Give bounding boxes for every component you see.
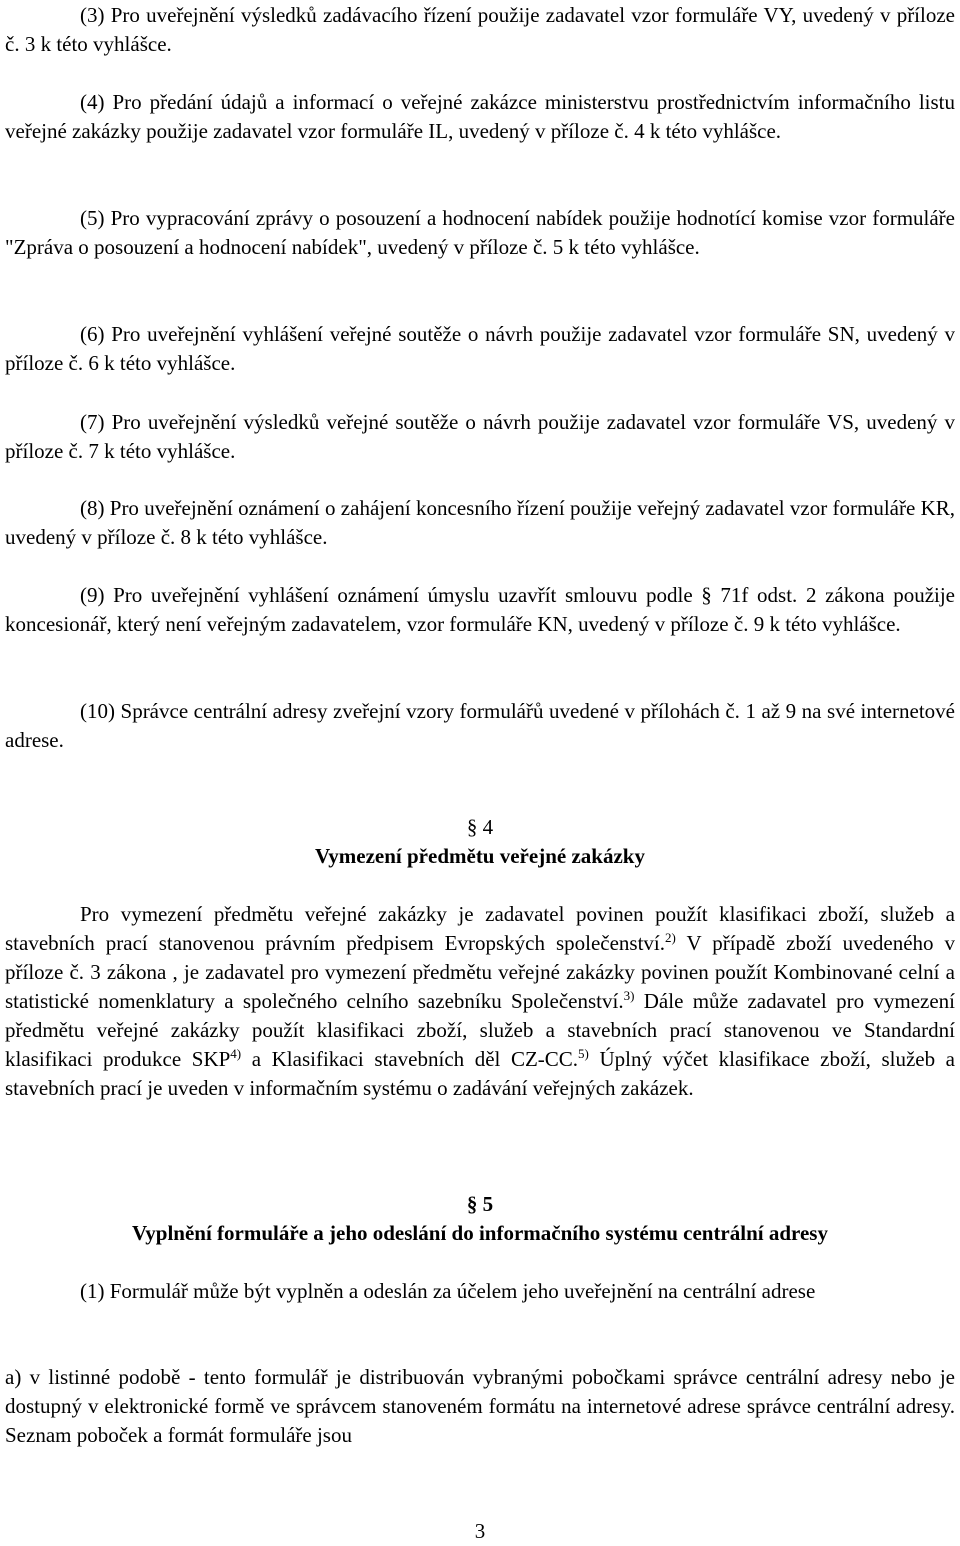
paragraph-8: (8) Pro uveřejnění oznámení o zahájení koncesního řízení použije veřejný zadavatel vzor formuláře KR, uvedený v příloze č. 8 k této vyhlášce. (5, 496, 955, 549)
section-4-text-5: Úplný výčet klasifikace zboží, služeb a stavebních prací je uveden v informačním systému o zadávání veřejných zakázek. (5, 1047, 955, 1100)
section-4-body (5, 900, 955, 1103)
section-4-text-1: Pro vymezení předmětu veřejné zakázky je zadavatel povinen použít klasifikaci zboží, služeb a stavebních prací stanovenou právním předpisem Evropských společenství. (5, 902, 955, 955)
footnote-ref-5: 5) (578, 1046, 589, 1061)
section-5-title: Vyplnění formuláře a jeho odeslání do informačního systému centrální adresy (132, 1221, 828, 1245)
footnote-ref-4: 4) (230, 1046, 242, 1061)
paragraph-7: (7) Pro uveřejnění výsledků veřejné soutěže o návrh použije zadavatel vzor formuláře VS, uvedený v příloze č. 7 k této vyhlášce. (5, 410, 955, 463)
section-5-number: § 5 (466, 1192, 494, 1216)
section-4-text-3: Dále může zadavatel pro vymezení předmětu veřejné zakázky použít klasifikaci zboží, služeb a stavebních prací stanovenou ve Standardní klasifikaci produkce SKP (5, 989, 956, 1071)
paragraph-6: (6) Pro uveřejnění vyhlášení veřejné soutěže o návrh použije zadavatel vzor formuláře SN, uvedený v příloze č. 6 k této vyhlášce. (5, 322, 955, 375)
footnote-ref-2: 2) (665, 930, 676, 945)
section-4-text-4: a Klasifikaci stavebních děl CZ-CC. (241, 1047, 579, 1071)
section-4-text-2: V případě zboží uvedeného v příloze č. 3 zákona , je zadavatel pro vymezení předmětu veřejné zakázky povinen použít Kombinované celní a statistické nomenklatury a společného celního sazebníku Společenství. (5, 931, 955, 1013)
section-4-title: Vymezení předmětu veřejné zakázky (315, 844, 645, 868)
footnote-ref-3: 3) (623, 988, 635, 1003)
page-number: 3 (474, 1519, 486, 1543)
section-4-number: § 4 (466, 815, 494, 839)
section-5-paragraph-1: (1) Formulář může být vyplněn a odeslán za účelem jeho uveřejnění na centrální adrese (80, 1279, 816, 1303)
paragraph-9: (9) Pro uveřejnění vyhlášení oznámení úmyslu uzavřít smlouvu podle § 71f odst. 2 zákona použije koncesionář, který není veřejným zadavatelem, vzor formuláře KN, uvedený v příloze č. 9 k této vyhlášce. (5, 583, 955, 636)
paragraph-4: (4) Pro předání údajů a informací o veřejné zakázce ministerstvu prostřednictvím informačního listu veřejné zakázky použije zadavatel vzor formuláře IL, uvedený v příloze č. 4 k této vyhlášce. (5, 90, 955, 143)
paragraph-3: (3) Pro uveřejnění výsledků zadávacího řízení použije zadavatel vzor formuláře VY, uvedený v příloze č. 3 k této vyhlášce. (5, 3, 955, 56)
paragraph-10: (10) Správce centrální adresy zveřejní vzory formulářů uvedené v přílohách č. 1 až 9 na své internetové adrese. (5, 699, 955, 752)
paragraph-5: (5) Pro vypracování zprávy o posouzení a hodnocení nabídek použije hodnotící komise vzor formuláře "Zpráva o posouzení a hodnocení nabídek", uvedený v příloze č. 5 k této vyhlášce. (5, 206, 955, 259)
section-5-paragraph-a: a) v listinné podobě - tento formulář je distribuován vybranými pobočkami správce centrální adresy nebo je dostupný v elektronické formě ve správcem stanoveném formátu na internetové adrese správce centrální adresy. Seznam poboček a formát formuláře jsou (5, 1365, 955, 1447)
